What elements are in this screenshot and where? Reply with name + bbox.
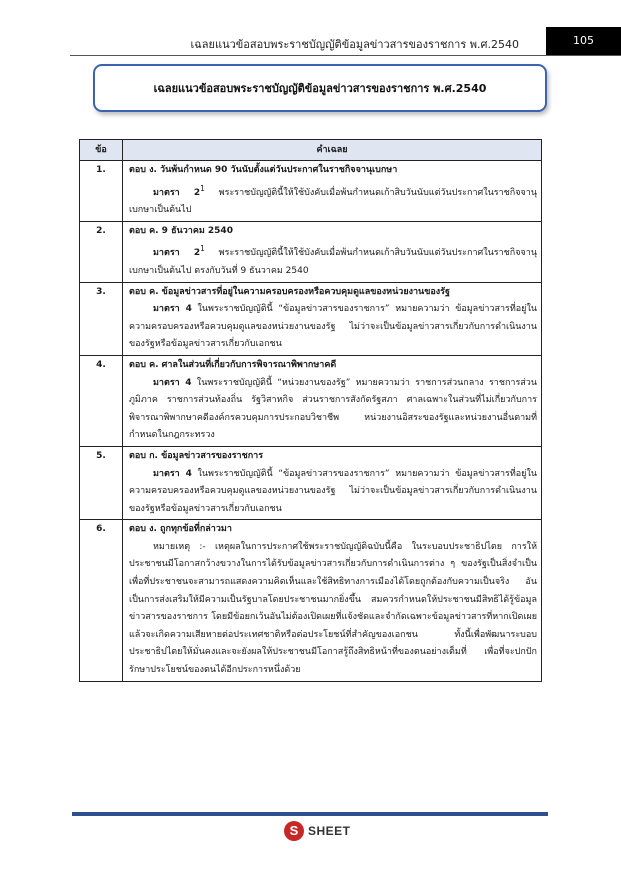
sheet-logo	[284, 820, 351, 842]
table-row	[80, 355, 542, 446]
row-number: 3.	[80, 282, 123, 355]
answer-explanation	[129, 466, 537, 519]
explanation-text: ในพระราชบัญญัตินี้ “ข้อมูลข่าวสารของราชการ” หมายความว่า ข้อมูลข่าวสารที่อยู่ในความครอบครองหรือควบคุมดูแลของหน่วยงานของรัฐ ไม่ว่าจะเป็นข้อมูลข่าวสารเกี่ยวกับการดำเนินงานของรัฐหรือข้อมูลข่าวสารเกี่ยวกับเอกชน	[129, 468, 537, 514]
column-header-no: ข้อ	[80, 140, 123, 161]
footnote-marker: 1	[200, 183, 205, 193]
answer-explanation	[129, 180, 537, 220]
table-row	[80, 161, 542, 222]
answer-choice: ตอบ ง. ถูกทุกข้อที่กล่าวมา	[129, 524, 232, 535]
answer-cell	[123, 446, 542, 519]
table-header-row	[80, 140, 542, 161]
row-number: 6.	[80, 520, 123, 681]
row-number: 2.	[80, 221, 123, 282]
explanation-text: ในพระราชบัญญัตินี้ “ข้อมูลข่าวสารของราชการ” หมายความว่า ข้อมูลข่าวสารที่อยู่ในความครอบครองหรือควบคุมดูแลของหน่วยงานของรัฐ ไม่ว่าจะเป็นข้อมูลข่าวสารเกี่ยวกับการดำเนินงานของรัฐหรือข้อมูลข่าวสารเกี่ยวกับเอกชน	[129, 304, 537, 350]
answer-choice: ตอบ ค. ศาลในส่วนที่เกี่ยวกับการพิจารณาพิพากษาคดี	[129, 359, 337, 370]
section-reference: มาตรา 4	[153, 377, 192, 388]
answer-choice: ตอบ ง. วันพ้นกำหนด 90 วันนับตั้งแต่วันประกาศในราชกิจจานุเบกษา	[129, 165, 398, 175]
answer-table	[79, 139, 542, 682]
document-title	[93, 64, 547, 112]
row-number: 4.	[80, 355, 123, 446]
table-row	[80, 282, 542, 355]
footnote-marker: 1	[200, 244, 205, 254]
answer-cell	[123, 282, 542, 355]
section-reference: มาตรา 4	[153, 304, 192, 315]
answer-cell	[123, 355, 542, 446]
table-row	[80, 446, 542, 519]
footer-rule	[72, 812, 548, 816]
explanation-text: พระราชบัญญัตินี้ให้ใช้บังคับเมื่อพ้นกำหนดเก้าสิบวันนับแต่วันประกาศในราชกิจจานุเบกษาเป็นต้นไป ตรงกับวันที่ 9 ธันวาคม 2540	[129, 248, 537, 276]
answer-explanation	[129, 301, 537, 354]
sheet-logo-text: SHEET	[308, 824, 351, 838]
table-row	[80, 221, 542, 282]
answer-cell	[123, 520, 542, 681]
answer-choice: ตอบ ค. 9 ธันวาคม 2540	[129, 225, 233, 236]
section-reference: มาตรา 4	[153, 468, 192, 479]
answer-explanation	[129, 539, 537, 680]
answer-choice: ตอบ ค. ข้อมูลข่าวสารที่อยู่ในความครอบครองหรือควบคุมดูแลของหน่วยงานของรัฐ	[129, 286, 450, 297]
explanation-text: ในพระราชบัญญัตินี้ “หน่วยงานของรัฐ” หมายความว่า ราชการส่วนกลาง ราชการส่วนภูมิภาค ราชการส่วนท้องถิ่น รัฐวิสาหกิจ ส่วนราชการสังกัดรัฐสภา ศาลเฉพาะในส่วนที่ไม่เกี่ยวกับการพิจารณาพิพากษาคดีองค์กรควบคุมการประกอบวิชาชีพ หน่วยงานอิสระของรัฐและหน่วยงานอื่นตามที่กำหนดในกฎกระทรวง	[129, 377, 537, 441]
sheet-logo-icon: S	[284, 821, 304, 841]
document-title-text: เฉลยแนวข้อสอบพระราชบัญญัติข้อมูลข่าวสารของราชการ พ.ศ.2540	[153, 82, 487, 95]
page-number: 105	[546, 27, 621, 55]
row-number: 5.	[80, 446, 123, 519]
column-header-answer: คำเฉลย	[123, 140, 542, 161]
answer-cell	[123, 221, 542, 282]
section-reference: มาตรา 2	[153, 187, 201, 198]
explanation-text: หมายเหตุ :- เหตุผลในการประกาศใช้พระราชบัญญัติฉบับนี้คือ ในระบอบประชาธิปไตย การให้ประชาชนมีโอกาสกว้างขวางในการได้รับข้อมูลข่าวสารเกี่ยวกับการดำเนินการต่าง ๆ ของรัฐเป็นสิ่งจำเป็น เพื่อที่ประชาชนจะสามารถแสดงความคิดเห็นและใช้สิทธิทางการเมืองได้โดยถูกต้องกับความเป็นจริง อันเป็นการส่งเสริมให้มีความเป็นรัฐบาลโดยประชาชนมากยิ่งขึ้น สมควรกำหนดให้ประชาชนมีสิทธิได้รู้ข้อมูลข่าวสารของราชการ โดยมีข้อยกเว้นอันไม่ต้องเปิดเผยที่แจ้งชัดและจำกัดเฉพาะข้อมูลข่าวสารที่หากเปิดเผยแล้วจะเกิดความเสียหายต่อประเทศชาติหรือต่อประโยชน์ที่สำคัญของเอกชน ทั้งนี้เพื่อพัฒนาระบอบประชาธิปไตยให้มั่นคงและจะยังผลให้ประชาชนมีโอกาสรู้ถึงสิทธิหน้าที่ของตนอย่างเต็มที่ เพื่อที่จะปกปักรักษาประโยชน์ของตนได้อีกประการหนึ่งด้วย	[129, 541, 537, 676]
answer-cell	[123, 161, 542, 222]
answer-explanation	[129, 375, 537, 445]
section-reference: มาตรา 2	[153, 248, 201, 259]
table-row	[80, 520, 542, 681]
answer-explanation	[129, 240, 537, 280]
explanation-text: พระราชบัญญัตินี้ให้ใช้บังคับเมื่อพ้นกำหนดเก้าสิบวันนับแต่วันประกาศในราชกิจจานุเบกษาเป็นต้นไป	[129, 187, 537, 216]
answer-choice: ตอบ ก. ข้อมูลข่าวสารของราชการ	[129, 450, 264, 461]
row-number: 1.	[80, 161, 123, 222]
table-body	[80, 161, 542, 682]
running-header: เฉลยแนวข้อสอบพระราชบัญญัติข้อมูลข่าวสารของราชการ พ.ศ.2540	[190, 38, 519, 51]
